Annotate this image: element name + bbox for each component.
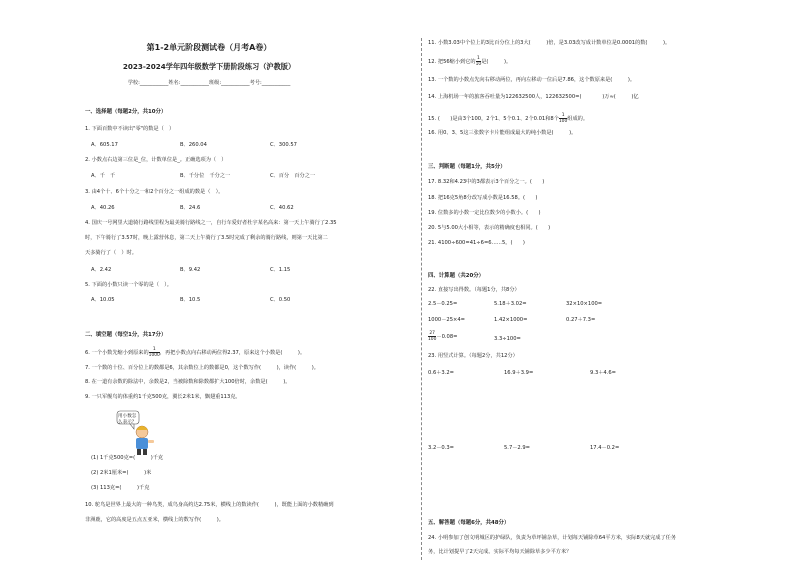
question-15	[428, 113, 588, 124]
calc-item: 5.7－2.9=	[504, 445, 531, 451]
fraction-numerator: 27	[429, 331, 435, 336]
judge-item-18: 18. 把16克5角8分改写成小数是16.58。( )	[428, 195, 538, 201]
question-11: 11. 小数3.03中个位上的3比百分位上的3大( )倍，是3.03改写成计数单位是0.0001的数( )。	[428, 40, 671, 46]
calc-item: 16.9＋3.9=	[504, 370, 534, 376]
calc-item: 0.27＋7.3=	[566, 317, 596, 323]
calc-item: 9.3＋4.6=	[590, 370, 617, 376]
calc-item: 1.42×1000=	[494, 317, 528, 323]
calc-item-tail: －0.08=	[436, 334, 458, 340]
calc-item	[428, 331, 457, 342]
question-9: 9. 一只军舰鸟的体重约1千克500克，翼长2米1米，飘翅重113克。	[85, 394, 241, 400]
calc-item: 1000－25×4=	[428, 317, 465, 323]
question-24-line-2: 务，比计划提早了2天完成。实际平均每天铺除草多少平方米？	[428, 549, 572, 555]
calc-item: 5.18＋3.02=	[494, 301, 527, 307]
section-heading: 三、判断题（每题1分，共5分）	[428, 164, 506, 170]
fraction	[149, 347, 160, 358]
fraction-denominator: 100	[428, 337, 437, 342]
question-1: 1. 下面百数中不读出"零"的数是（ ）	[85, 126, 175, 132]
question-4-line-2: 时，下午骑行了3.57时，晚上露营休息，第二天上午骑行了3.5时完成了剩余的骑行路线，则第一天比第二	[85, 235, 328, 241]
question-12	[428, 56, 511, 67]
option-c: C．0.50	[270, 297, 291, 303]
option-c: C．1.15	[270, 267, 291, 273]
fraction-denominator: 10	[475, 62, 482, 67]
calc-item: 0.6＋3.2=	[428, 370, 455, 376]
question-14: 14. 上海机场一年的旅客吞吐量为122632500人，122632500=( )万≈( )亿	[428, 94, 639, 100]
question-23: 23. 用竖式计算。（每题2分，共12分）	[428, 353, 518, 359]
question-7: 7. 一个数的十位、百分位上的数都是6，其余数位上的数都是0，这个数写作( )，读作( )。	[85, 365, 319, 371]
page-title: 第1-2单元阶段测试卷（月考A卷）	[146, 43, 272, 52]
question-4-line-1: 4. 国庆一号网里大道骑行路线里程为最美骑行路线之一，自行车爱好者杜宇某名高来：第一天上午骑行了2.35	[85, 220, 337, 226]
judge-item-20: 20. 5与5.00大小相等，表示的精确度也相同。( )	[428, 225, 551, 231]
calc-item: 32×10×100=	[566, 301, 603, 307]
student-info-line: 学校:___________姓名:___________班级:___________考号:___________	[127, 80, 291, 86]
question-9-1: (1) 1千克500克=( )千克	[91, 455, 164, 461]
option-a: A．2.42	[91, 267, 112, 273]
question-6	[85, 347, 305, 358]
column-divider	[421, 38, 422, 560]
right-column	[424, 0, 794, 562]
question-8: 8. 在一道有余数的除法中，余数是2，当被除数和除数都扩大100倍时，余数是( )。	[85, 379, 291, 385]
question-6-text-b: ，再把小数点向右移动两位得2.37，原来这个小数是( )。	[159, 350, 306, 356]
question-16: 16. 用0、3、5这三张数字卡片能组成最大的纯小数是( )。	[428, 130, 577, 136]
fraction-numerator: 1	[559, 113, 567, 119]
calc-item: 3.2－0.3=	[428, 445, 455, 451]
option-c: C．40.62	[270, 205, 294, 211]
speech-bubble-text: 用小数怎么表示？	[118, 414, 137, 425]
question-12-text-a: 12. 把56缩小到它的	[428, 59, 476, 65]
question-6-text-a: 6. 一个小数先缩小到原来的	[85, 350, 149, 356]
option-a: A．千 千	[91, 173, 116, 179]
option-b: B．千分位 千分之一	[180, 173, 231, 179]
calc-item: 3.3÷100=	[494, 336, 521, 342]
question-10-line-2: 非洲鹿，它的高度是五点五亚米，横线上的数写作( )。	[85, 517, 224, 523]
option-b: B．24.6	[180, 205, 201, 211]
section-heading: 五、解答题（每题6分，共48分）	[428, 520, 510, 526]
section-heading: 二、填空题（每空1分，共17分）	[85, 332, 167, 338]
option-c: C．300.57	[270, 142, 297, 148]
option-a: A．605.17	[91, 142, 118, 148]
question-12-text-b: 是( )。	[481, 59, 512, 65]
option-b: B．10.5	[180, 297, 201, 303]
question-24-line-1: 24. 小明参加了创文明城区的护绿队，负责为草坪铺杂草，计划每天铺除草64平方米，实际8天就完成了任务	[428, 535, 677, 541]
judge-item-19: 19. 位数多的小数一定比位数少的小数小。( )	[428, 210, 541, 216]
judge-item-21: 21. 4100÷600=41÷6=6……5。( )	[428, 240, 525, 246]
question-9-3: (3) 113克=( )千克	[91, 485, 150, 491]
fraction-denominator: 1000	[148, 353, 160, 358]
option-a: A．10.05	[91, 297, 115, 303]
judge-item-17: 17. 8.32和4.23中的3都表示3个百分之一。( )	[428, 179, 545, 185]
option-a: A．40.26	[91, 205, 115, 211]
fraction-numerator: 1	[149, 347, 160, 353]
question-15-text-a: 15. ( )是由3个100，2个1、5个0.1、2个0.01和8个	[428, 116, 559, 122]
question-2: 2. 小数点右边第三位是_位，计数单位是_。正确选项为（ ）	[85, 157, 227, 163]
calc-item: 2.5－0.25=	[428, 301, 458, 307]
question-15-text-b: 组成的。	[567, 116, 589, 122]
question-5: 5. 下面的小数只读一个零的是（ ）。	[85, 282, 172, 288]
section-heading: 一、选择题（每题2分，共10分）	[85, 109, 167, 115]
calc-item: 17.4－0.2=	[590, 445, 620, 451]
section-heading: 四、计算题（共20分）	[428, 273, 485, 279]
page-subtitle: 2023-2024学年四年级数学下册阶段练习（沪教版）	[122, 62, 296, 71]
option-b: B．260.04	[180, 142, 207, 148]
question-9-2: (2) 2米1厘米=( )米	[91, 470, 152, 476]
question-22: 22. 直接写出得数。（每题1分，共8分）	[428, 287, 520, 293]
option-b: B．9.42	[180, 267, 201, 273]
question-3: 3. 由4个十、6个十分之一和2个百分之一组成的数是（ ）。	[85, 189, 224, 195]
option-c: C．百分 百分之一	[270, 173, 316, 179]
question-10-line-1: 10. 鸵鸟是世界上最大的一种鸟类，成鸟身高约达2.75米，横线上的数读作( )，既能上面的小数精确到	[85, 502, 334, 508]
fraction-numerator: 1	[477, 56, 480, 61]
question-13: 13. 一个数的小数点先向右移动两位，再向左移动一位后是7.86，这个数原来是( )。	[428, 77, 636, 83]
question-4-line-3: 天多骑行了（ ）时。	[85, 250, 137, 256]
fraction-denominator: 100	[558, 119, 568, 124]
